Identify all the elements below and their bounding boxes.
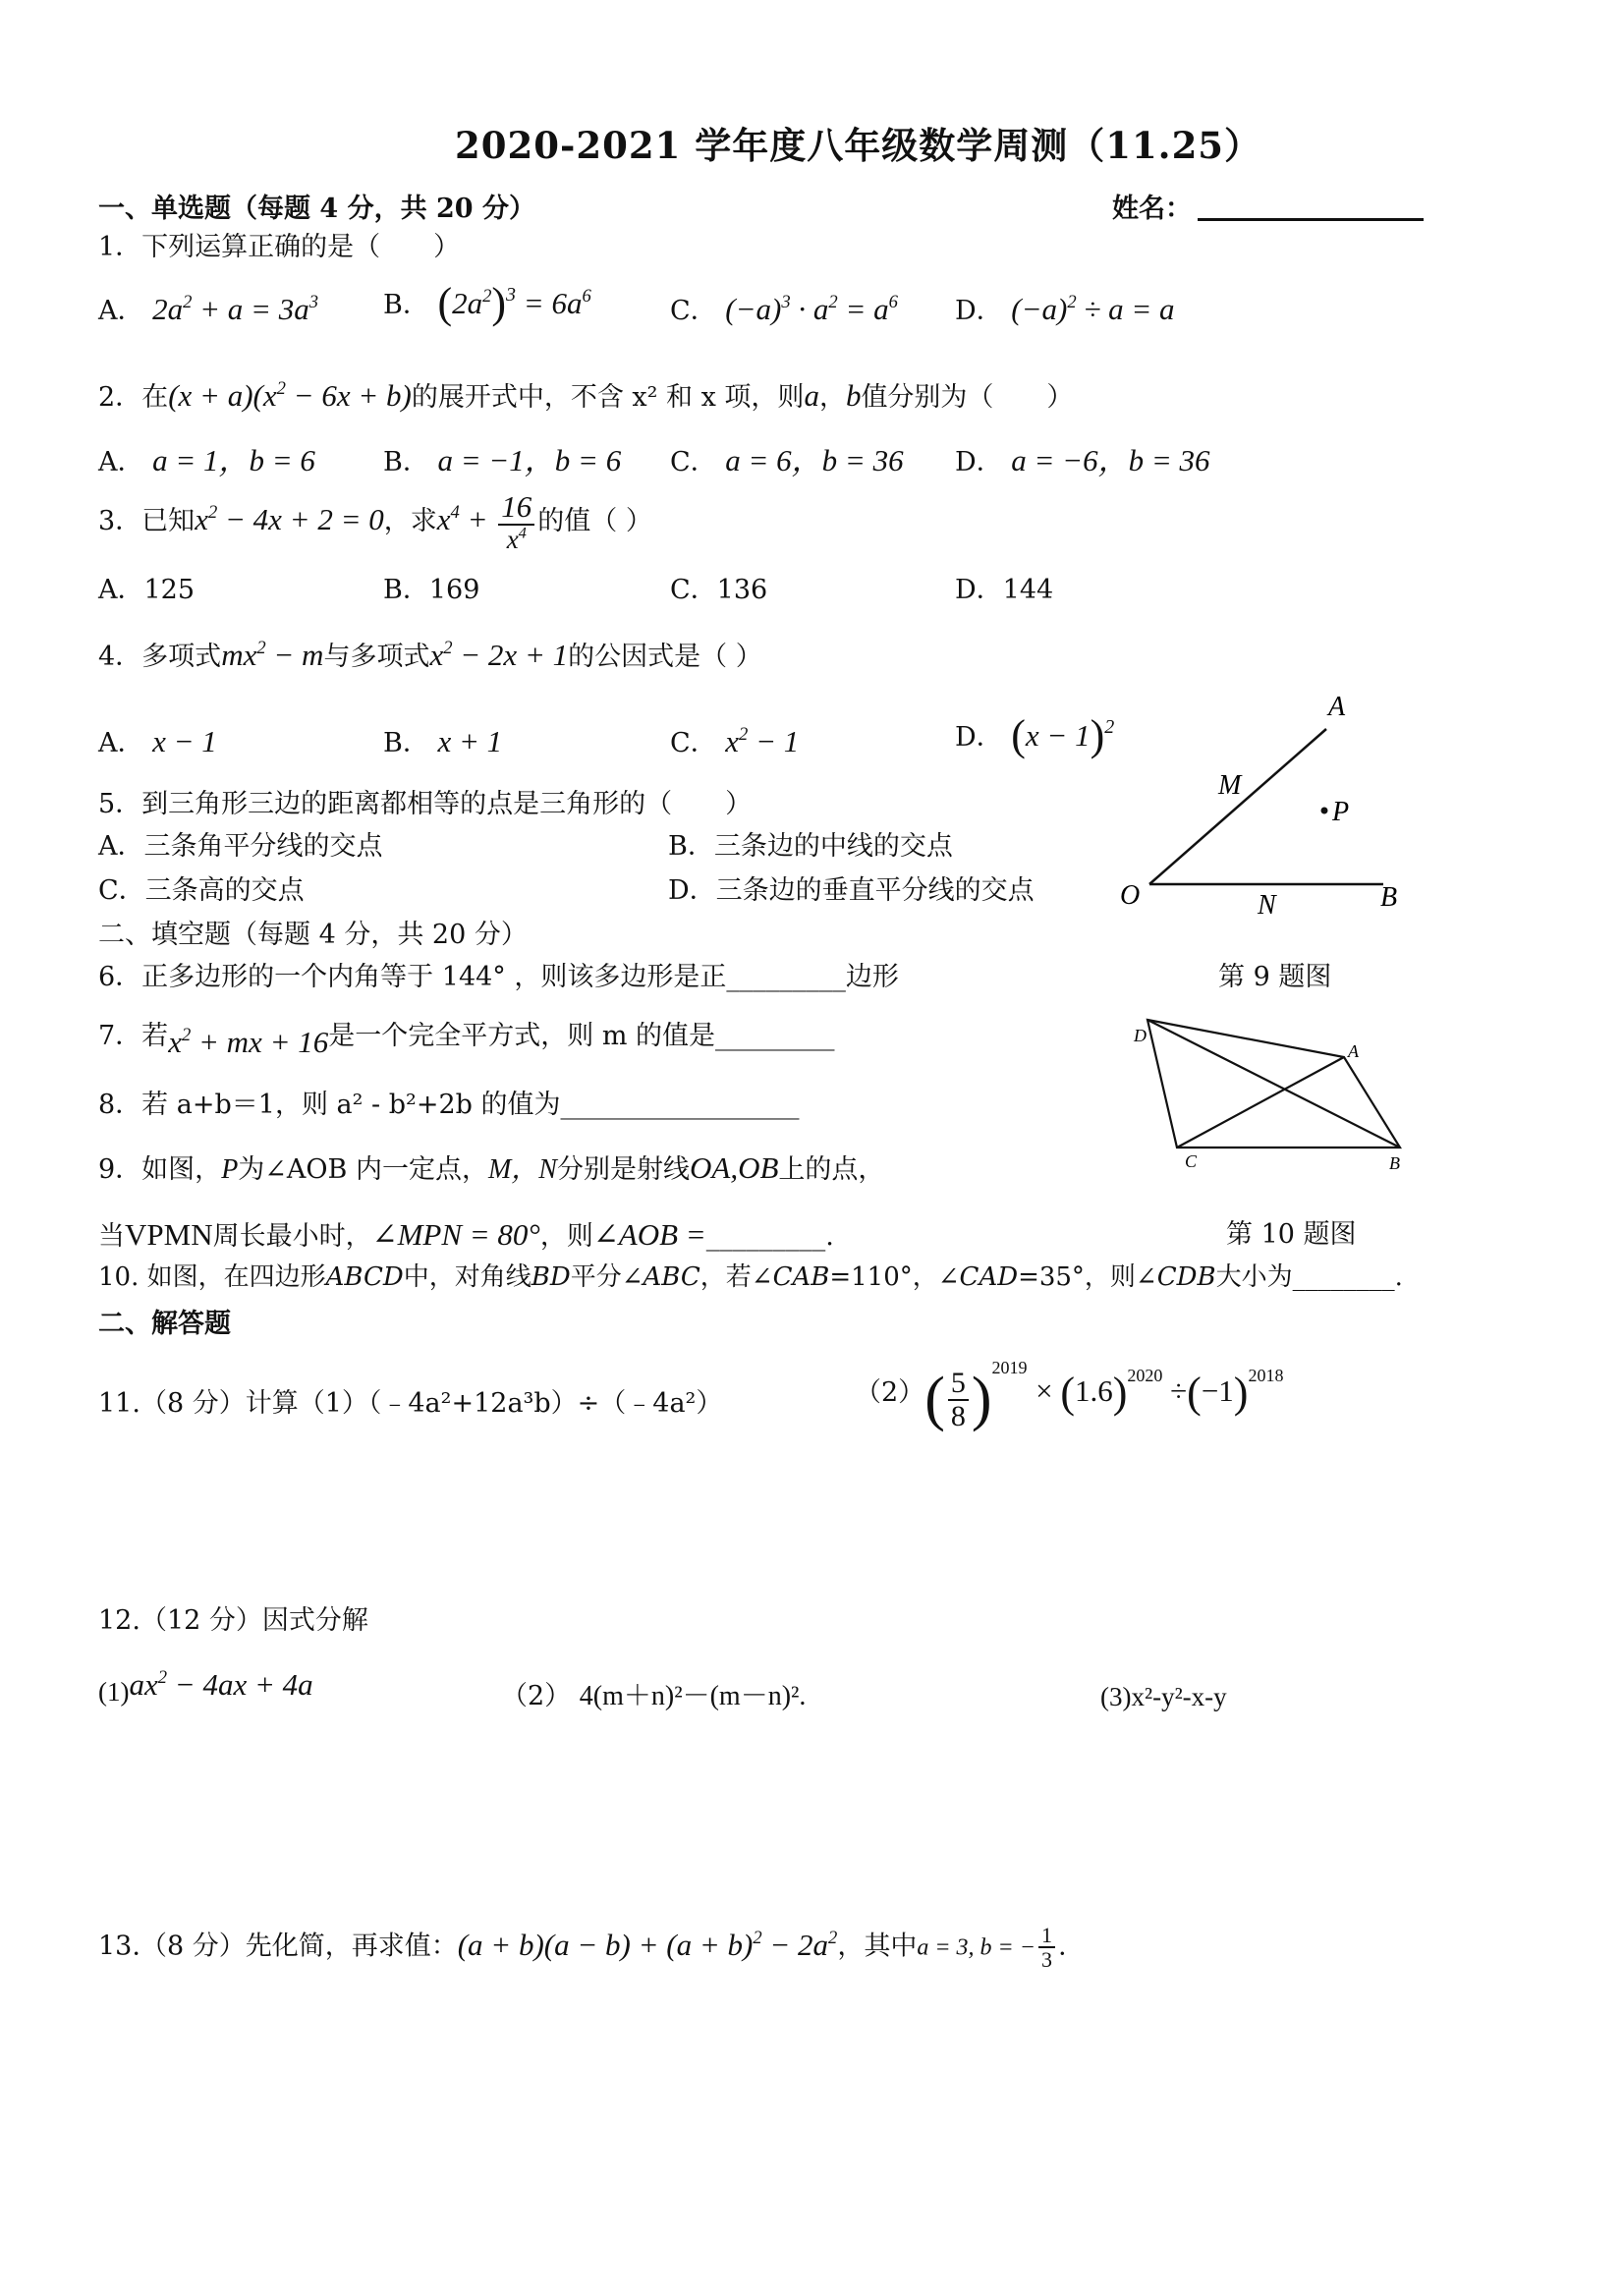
q5-option-c: C．三条高的交点 — [98, 875, 305, 906]
fig10-label-c: C — [1185, 1151, 1198, 1171]
q3-option-b: B．169 — [383, 575, 480, 605]
section-3-heading: 二、解答题 — [98, 1309, 231, 1339]
q3-option-c: C．136 — [670, 575, 768, 605]
fig10-label-a: A — [1348, 1041, 1359, 1061]
q1-option-a: A． $2a^2 + a = 3a^3$ — [98, 291, 319, 326]
fig10-label-b: B — [1389, 1153, 1400, 1173]
q5-option-b: B．三条边的中线的交点 — [668, 831, 953, 862]
q11-part-2: （2）( $\frac{5}{8}$ )$^{2019} \times (1.6)^{2020} \div(-1)^{2018}$ — [855, 1358, 1284, 1432]
q4-option-d: D． $(x - 1)^2$ — [955, 711, 1115, 759]
fig9-label-o: O — [1120, 880, 1141, 911]
name-blank[interactable] — [1198, 191, 1424, 221]
q4-stem: 4．多项式$mx^2 - m$与多项式$x^2 - 2x + 1$的公因式是（ ） — [98, 637, 762, 672]
fig10-caption: 第 10 题图 — [1226, 1219, 1357, 1250]
q9-line-1: 9．如图，P为∠AOB 内一定点，M，N分别是射线OA,OB上的点， — [98, 1150, 885, 1185]
q3-option-d: D．144 — [955, 575, 1054, 605]
fig9-label-m: M — [1218, 770, 1242, 801]
q2-option-c: C． a = 6，b = 36 — [670, 443, 904, 477]
q13-text: 13.（8 分）先化简，再求值：$(a + b)(a - b) + (a + b)^2 - 2a^2$，其中a = 3, b = − $\frac{1}{3}$ . — [98, 1923, 1067, 1973]
fig9-label-p: P — [1332, 797, 1350, 827]
section-2-heading: 二、填空题（每题 4 分，共 20 分） — [98, 920, 528, 950]
fig9-label-n: N — [1258, 890, 1276, 921]
q1-option-b: B． $(2a^2)^3 = 6a^6$ — [383, 279, 591, 327]
q12-stem: 12.（12 分）因式分解 — [98, 1605, 368, 1636]
q12-part-2: （2） 4(m＋n)²－(m－n)². — [501, 1681, 807, 1711]
q4-option-a: A． x − 1 — [98, 724, 217, 758]
q2-option-b: B． a = −1，b = 6 — [383, 443, 622, 477]
q2-option-d: D． a = −6，b = 36 — [955, 443, 1210, 477]
q7-text: 7．若$x^2$ + mx + 16是一个完全平方式，则 m 的值是_________ — [98, 1021, 835, 1059]
q9-line-2: 当VPMN周长最小时，∠MPN = 80°，则∠AOB =_________. — [98, 1217, 834, 1252]
section-1-heading: 一、单选题（每题 4 分，共 20 分） — [98, 194, 535, 224]
fig9-caption: 第 9 题图 — [1218, 962, 1332, 992]
name-field — [1112, 187, 1424, 225]
page-title: 2020-2021 学年度八年级数学周测（11.25） — [455, 124, 1262, 167]
fig9-label-b: B — [1380, 882, 1398, 913]
q3-stem: 3．已知$x^2 - 4x + 2 = 0$，求$x^4$ + $\frac{16}{x^4}$ 的值（ ） — [98, 489, 652, 554]
name-label: 姓名： — [1112, 194, 1192, 224]
q5-stem: 5．到三角形三边的距离都相等的点是三角形的（ ） — [98, 789, 753, 819]
q6-text: 6．正多边形的一个内角等于 144° ，则该多边形是正_________边形 — [98, 962, 899, 992]
q4-option-c: C． $x^2 - 1$ — [670, 723, 800, 758]
q4-option-b: B． x + 1 — [383, 724, 503, 758]
fig9-label-a: A — [1328, 692, 1346, 722]
q11-part-1: 11.（8 分）计算（1）（﹣4a²+12a³b）÷（﹣4a²） — [98, 1388, 723, 1419]
q12-part-1: $(1)ax^2 - 4ax + 4a$ — [98, 1666, 313, 1707]
q1-stem: 1．下列运算正确的是（ ） — [98, 232, 461, 262]
figure-10 — [1120, 1010, 1415, 1177]
fig10-label-d: D — [1134, 1026, 1147, 1045]
figure-9 — [1110, 688, 1425, 924]
q2-option-a: A． a = 1，b = 6 — [98, 443, 315, 477]
q2-stem: 2．在$(x + a)(x^2 - 6x + b)$的展开式中，不含 x² 和 x 项，则a，b值分别为（ ） — [98, 377, 1074, 413]
q5-option-a: A．三条角平分线的交点 — [98, 831, 383, 862]
q12-part-3: (3)x²-y²-x-y — [1100, 1682, 1227, 1711]
q5-option-d: D．三条边的垂直平分线的交点 — [668, 875, 1035, 906]
q3-option-a: A．125 — [98, 575, 196, 605]
q10-text: 10. 如图，在四边形ABCD中，对角线BD平分∠ABC，若∠CAB=110°，∠CAD=35°，则∠CDB大小为________. — [98, 1262, 1403, 1292]
q1-option-d: D． $(-a)^2 \div a = a$ — [955, 291, 1175, 326]
q8-text: 8．若 a+b＝1，则 a² - b²+2b 的值为__________________ — [98, 1090, 800, 1120]
q1-option-c: C． $(-a)^3 \cdot a^2 = a^6$ — [670, 291, 898, 326]
